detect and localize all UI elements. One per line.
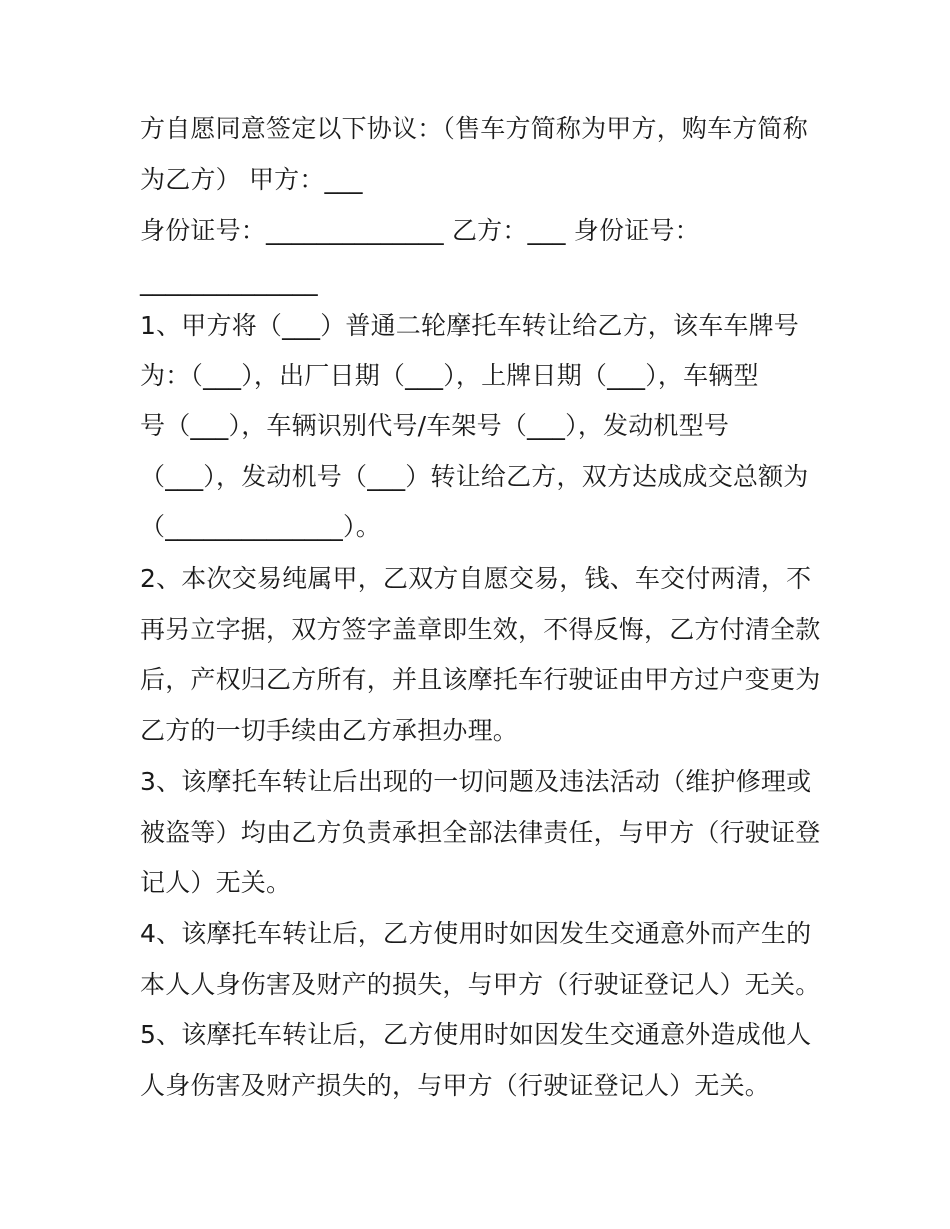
text-line-clause-1-d: （___），发动机号（___）转让给乙方，双方达成成交总额为 <box>140 462 809 491</box>
text-line-id-fields: 身份证号：______________ 乙方：___ 身份证号： <box>140 216 700 245</box>
text-line-id-blank: ______________ <box>140 267 318 296</box>
text-line-intro-2: 为乙方） 甲方：___ <box>140 165 363 194</box>
text-line-clause-2-b: 再另立字据，双方签字盖章即生效，不得反悔，乙方付清全款 <box>140 615 821 644</box>
text-line-clause-2-d: 乙方的一切手续由乙方承担办理。 <box>140 716 519 745</box>
text-line-clause-4-b: 本人人身伤害及财产的损失，与甲方（行驶证登记人）无关。 <box>140 970 821 999</box>
text-line-clause-1-a: 1、甲方将（___）普通二轮摩托车转让给乙方，该车车牌号 <box>140 311 800 340</box>
text-line-clause-2-a: 2、本次交易纯属甲，乙双方自愿交易，钱、车交付两清，不 <box>140 564 812 593</box>
text-line-clause-5-a: 5、该摩托车转让后，乙方使用时如因发生交通意外造成他人 <box>140 1020 812 1049</box>
text-line-clause-2-c: 后，产权归乙方所有，并且该摩托车行驶证由甲方过户变更为 <box>140 665 821 694</box>
text-line-clause-1-b: 为：（___），出厂日期（___），上牌日期（___），车辆型 <box>140 361 759 390</box>
text-line-clause-3-a: 3、该摩托车转让后出现的一切问题及违法活动（维护修理或 <box>140 767 812 796</box>
text-line-clause-4-a: 4、该摩托车转让后，乙方使用时如因发生交通意外而产生的 <box>140 919 812 948</box>
text-line-clause-1-e: （______________）。 <box>140 512 381 541</box>
text-line-clause-3-c: 记人）无关。 <box>140 868 292 897</box>
text-line-clause-5-b: 人身伤害及财产损失的，与甲方（行驶证登记人）无关。 <box>140 1071 771 1100</box>
text-line-clause-1-c: 号（___），车辆识别代号/车架号（___），发动机型号 <box>140 411 730 440</box>
text-line-clause-3-b: 被盗等）均由乙方负责承担全部法律责任，与甲方（行驶证登 <box>140 818 821 847</box>
text-line-intro-1: 方自愿同意签定以下协议：（售车方简称为甲方，购车方简称 <box>140 114 808 143</box>
